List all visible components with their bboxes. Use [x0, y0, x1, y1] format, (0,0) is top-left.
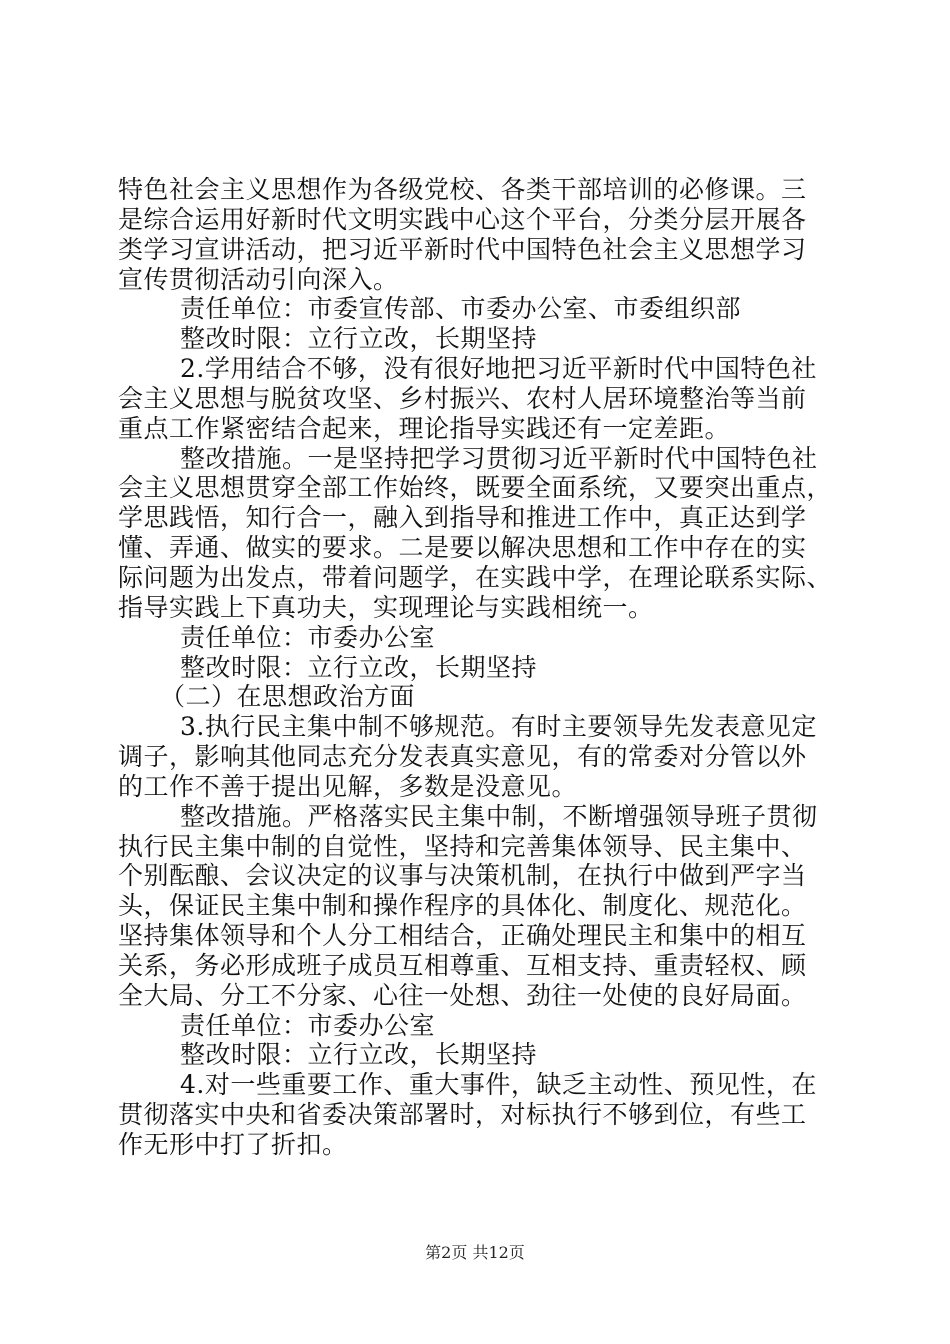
- responsible-unit-line: 责任单位：市委办公室: [180, 623, 436, 652]
- deadline-line: 整改时限：立行立改，长期坚持: [180, 653, 538, 682]
- paragraph-line: 类学习宣讲活动，把习近平新时代中国特色社会主义思想学习: [118, 235, 807, 264]
- paragraph-line: 坚持集体领导和个人分工相结合，正确处理民主和集中的相互: [118, 921, 807, 950]
- deadline-line: 整改时限：立行立改，长期坚持: [180, 1040, 538, 1069]
- paragraph-line: 调子，影响其他同志充分发表真实意见，有的常委对分管以外: [118, 742, 807, 771]
- paragraph-line: 是综合运用好新时代文明实践中心这个平台，分类分层开展各: [118, 205, 807, 234]
- paragraph-line: 懂、弄通、做实的要求。二是要以解决思想和工作中存在的实: [118, 533, 807, 562]
- paragraph-line: 作无形中打了折扣。: [118, 1130, 348, 1159]
- paragraph-line: 指导实践上下真功夫，实现理论与实践相统一。: [118, 593, 654, 622]
- responsible-unit-line: 责任单位：市委宣传部、市委办公室、市委组织部: [180, 294, 742, 323]
- issue-heading-line: 2.学用结合不够，没有很好地把习近平新时代中国特色社: [180, 354, 817, 383]
- deadline-line: 整改时限：立行立改，长期坚持: [180, 324, 538, 353]
- paragraph-line: 宣传贯彻活动引向深入。: [118, 265, 399, 294]
- paragraph-line: 际问题为出发点，带着问题学，在实践中学，在理论联系实际、: [118, 563, 833, 592]
- paragraph-line: 学思践悟，知行合一，融入到指导和推进工作中，真正达到学: [118, 503, 807, 532]
- paragraph-line: 重点工作紧密结合起来，理论指导实践还有一定差距。: [118, 414, 731, 443]
- paragraph-line: 头，保证民主集中制和操作程序的具体化、制度化、规范化。: [118, 891, 807, 920]
- measure-heading-line: 整改措施。一是坚持把学习贯彻习近平新时代中国特色社: [180, 444, 818, 473]
- paragraph-line: 会主义思想与脱贫攻坚、乡村振兴、农村人居环境整治等当前: [118, 384, 807, 413]
- paragraph-line: 的工作不善于提出见解，多数是没意见。: [118, 772, 578, 801]
- section-heading-line: （二）在思想政治方面: [160, 682, 416, 711]
- paragraph-line: 会主义思想贯穿全部工作始终，既要全面系统，又要突出重点，: [118, 473, 833, 502]
- measure-heading-line: 整改措施。严格落实民主集中制，不断增强领导班子贯彻: [180, 802, 818, 831]
- paragraph-line: 全大局、分工不分家、心往一处想、劲往一处使的良好局面。: [118, 981, 807, 1010]
- paragraph-line: 关系，务必形成班子成员互相尊重、互相支持、重责轻权、顾: [118, 951, 807, 980]
- issue-heading-line: 3.执行民主集中制不够规范。有时主要领导先发表意见定: [180, 712, 817, 741]
- paragraph-line: 执行民主集中制的自觉性，坚持和完善集体领导、民主集中、: [118, 832, 807, 861]
- paragraph-line: 特色社会主义思想作为各级党校、各类干部培训的必修课。三: [118, 175, 807, 204]
- responsible-unit-line: 责任单位：市委办公室: [180, 1011, 436, 1040]
- paragraph-line: 贯彻落实中央和省委决策部署时，对标执行不够到位，有些工: [118, 1100, 807, 1129]
- page-number-footer: 第2页 共12页: [425, 1243, 525, 1262]
- issue-heading-line: 4.对一些重要工作、重大事件，缺乏主动性、预见性，在: [180, 1070, 817, 1099]
- paragraph-line: 个别酝酿、会议决定的议事与决策机制，在执行中做到严字当: [118, 861, 807, 890]
